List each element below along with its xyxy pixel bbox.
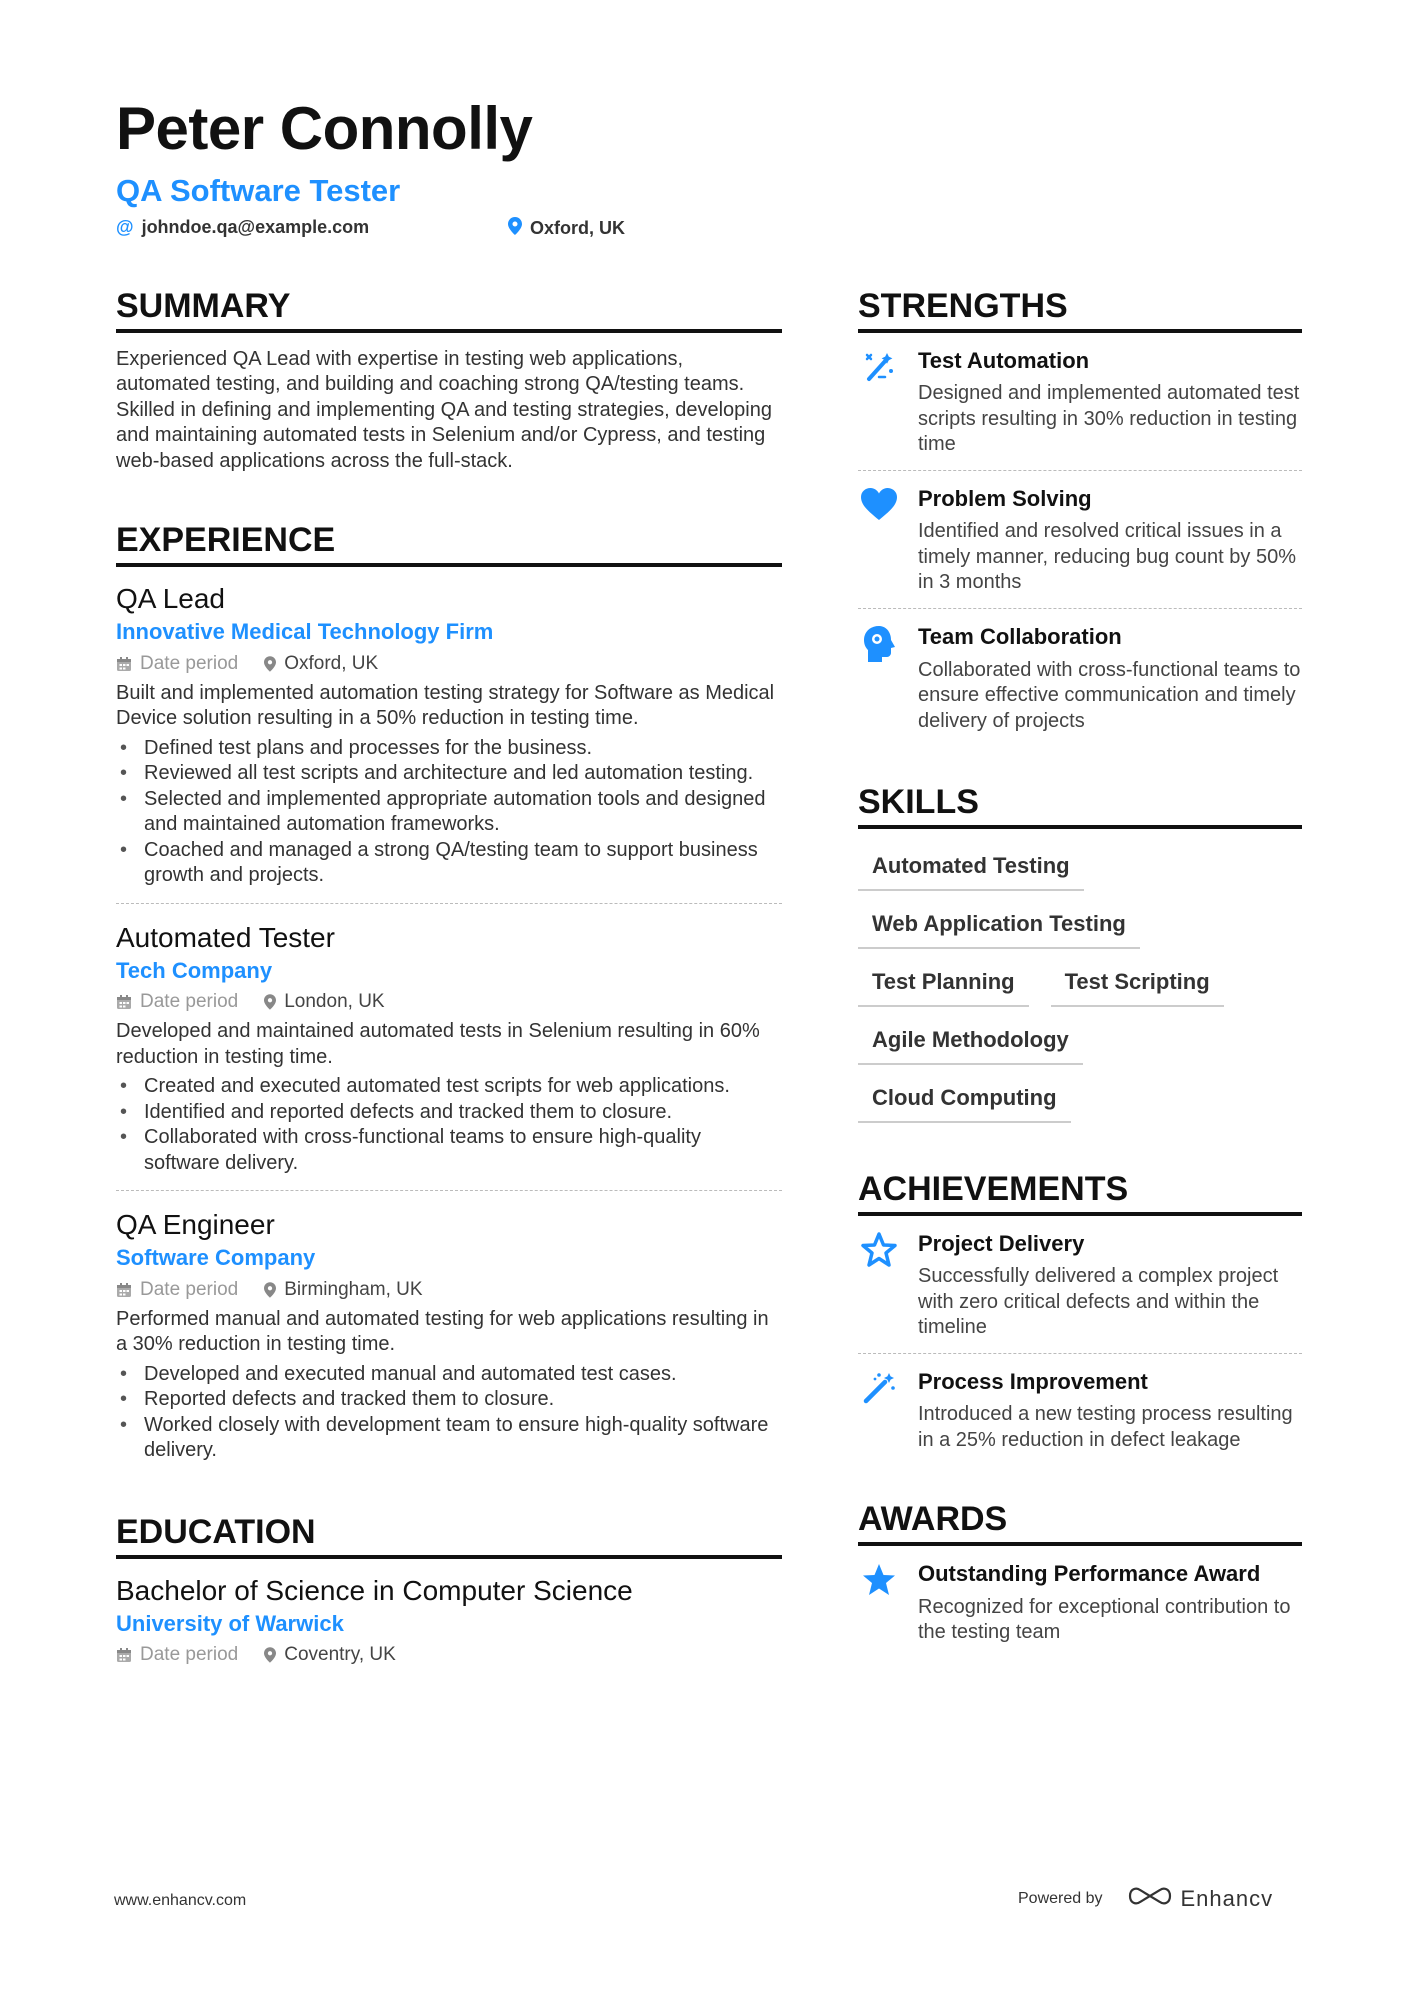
job-company: Innovative Medical Technology Firm bbox=[116, 619, 494, 645]
achievement-item bbox=[858, 1216, 1302, 1354]
job-bullets bbox=[116, 736, 782, 889]
strength-title: Team Collaboration bbox=[918, 623, 1122, 649]
job-role: Automated Tester bbox=[116, 921, 335, 953]
experience-heading: EXPERIENCE bbox=[116, 520, 782, 567]
list-item: • Developed and executed manual and automated test cases. bbox=[116, 1362, 782, 1388]
map-pin-icon bbox=[264, 1647, 276, 1663]
achievement-text: Successfully delivered a complex project with zero critical defects and within the timeline bbox=[918, 1265, 1279, 1339]
achievements-heading: ACHIEVEMENTS bbox=[858, 1169, 1302, 1216]
candidate-name: Peter Connolly bbox=[116, 95, 533, 162]
map-pin-icon bbox=[264, 656, 276, 672]
achievement-title: Project Delivery bbox=[918, 1230, 1085, 1256]
job-location bbox=[264, 1279, 422, 1301]
job-date bbox=[116, 1279, 238, 1301]
achievement-body bbox=[918, 1230, 1302, 1341]
strength-body bbox=[918, 347, 1302, 458]
awards-section bbox=[858, 1499, 1302, 1657]
job-location-text: Oxford, UK bbox=[284, 652, 379, 674]
award-text: Recognized for exceptional contribution to the testing team bbox=[918, 1595, 1291, 1644]
list-item: • Selected and implemented appropriate automation tools and designed and maintained automation frameworks. bbox=[116, 787, 782, 838]
education-entry bbox=[116, 1573, 782, 1667]
list-item: • Worked closely with development team to ensure high-quality software delivery. bbox=[116, 1413, 782, 1464]
job-list bbox=[116, 581, 782, 1478]
job-location-text: London, UK bbox=[284, 991, 385, 1013]
job-description: Performed manual and automated testing for web applications resulting in a 30% reduction in testing time. bbox=[116, 1307, 769, 1356]
map-pin-icon bbox=[264, 1282, 276, 1298]
job-role: QA Lead bbox=[116, 583, 225, 615]
experience-section bbox=[116, 520, 782, 1478]
list-item: • Reviewed all test scripts and architecture and led automation testing. bbox=[116, 761, 782, 787]
skills-section bbox=[858, 782, 1302, 1123]
summary-text: Experienced QA Lead with expertise in testing web applications, automated testing, and building and coaching strong QA/testing teams. Skilled in defining and implementing QA and testing strategies, developing and maintaining automated tests in Selenium and/or Cypress, and testing web-based applications across the full-stack. bbox=[116, 347, 772, 472]
job-company: Tech Company bbox=[116, 957, 273, 983]
job-entry bbox=[116, 1207, 782, 1478]
footer-branding bbox=[1018, 1884, 1273, 1914]
calendar-icon bbox=[116, 994, 132, 1010]
list-item: • Identified and reported defects and tracked them to closure. bbox=[116, 1100, 782, 1126]
education-heading: EDUCATION bbox=[116, 1512, 782, 1559]
job-location-text: Birmingham, UK bbox=[284, 1278, 423, 1300]
job-bullets bbox=[116, 1074, 782, 1176]
awards-heading: AWARDS bbox=[858, 1499, 1302, 1546]
strength-item bbox=[858, 609, 1302, 746]
brand-logo[interactable] bbox=[1127, 1884, 1274, 1914]
education-location-text: Coventry, UK bbox=[284, 1644, 396, 1666]
list-item: • Reported defects and tracked them to closure. bbox=[116, 1387, 782, 1413]
map-pin-icon bbox=[264, 994, 276, 1010]
job-location bbox=[264, 653, 378, 675]
strength-title: Test Automation bbox=[918, 347, 1090, 373]
heart-icon bbox=[858, 485, 900, 596]
strength-body bbox=[918, 485, 1302, 596]
job-meta bbox=[116, 1279, 782, 1301]
list-item: • Defined test plans and processes for the business. bbox=[116, 736, 782, 762]
strengths-heading: STRENGTHS bbox=[858, 286, 1302, 333]
skill-tag: Agile Methodology bbox=[858, 1021, 1083, 1065]
strengths-section bbox=[858, 286, 1302, 746]
job-title: QA Software Tester bbox=[116, 173, 401, 208]
school: University of Warwick bbox=[116, 1610, 344, 1636]
job-bullets bbox=[116, 1362, 782, 1464]
achievements-section bbox=[858, 1169, 1302, 1465]
enhancv-logo-icon bbox=[1127, 1884, 1173, 1914]
skill-tag: Test Scripting bbox=[1051, 963, 1224, 1007]
job-description: Developed and maintained automated tests in Selenium resulting in 60% reduction in testing time. bbox=[116, 1020, 760, 1068]
achievement-item bbox=[858, 1354, 1302, 1466]
skill-tag: Test Planning bbox=[858, 963, 1029, 1007]
strength-body bbox=[918, 623, 1302, 734]
strength-text: Collaborated with cross-functional teams to ensure effective communication and timely delivery of projects bbox=[918, 658, 1301, 732]
job-location bbox=[264, 991, 384, 1013]
right-column bbox=[858, 286, 1302, 1658]
strength-item bbox=[858, 333, 1302, 471]
job-meta bbox=[116, 653, 782, 675]
summary-section bbox=[116, 286, 782, 474]
skills-list bbox=[858, 829, 1302, 1123]
education-date-text: Date period bbox=[140, 1644, 239, 1666]
map-pin-icon bbox=[508, 217, 522, 240]
star-icon bbox=[858, 1560, 900, 1646]
footer-website[interactable]: www.enhancv.com bbox=[114, 1892, 247, 1909]
email-text: johndoe.qa@example.com bbox=[141, 217, 370, 237]
degree: Bachelor of Science in Computer Science bbox=[116, 1574, 633, 1606]
list-item: • Coached and managed a strong QA/testing team to support business growth and projects. bbox=[116, 838, 782, 889]
strength-text: Identified and resolved critical issues in a timely manner, reducing bug count by 50% in 3 months bbox=[918, 520, 1296, 594]
strength-title: Problem Solving bbox=[918, 485, 1092, 511]
powered-by-text: Powered by bbox=[1018, 1890, 1103, 1907]
location-text: Oxford, UK bbox=[530, 218, 626, 238]
award-body bbox=[918, 1560, 1302, 1646]
star-outline-icon bbox=[858, 1230, 900, 1341]
magic-wand-icon bbox=[858, 347, 900, 458]
award-title: Outstanding Performance Award bbox=[918, 1561, 1261, 1587]
achievement-body bbox=[918, 1368, 1302, 1454]
head-brain-icon bbox=[858, 623, 900, 734]
at-icon: @ bbox=[116, 217, 134, 237]
education-date bbox=[116, 1644, 238, 1666]
left-column bbox=[116, 286, 782, 1672]
skill-tag: Cloud Computing bbox=[858, 1079, 1071, 1123]
strength-text: Designed and implemented automated test scripts resulting in 30% reduction in testing time bbox=[918, 382, 1300, 456]
job-entry bbox=[116, 920, 782, 1192]
contact-email[interactable] bbox=[116, 217, 369, 238]
achievement-text: Introduced a new testing process resulting in a 25% reduction in defect leakage bbox=[918, 1403, 1293, 1451]
calendar-icon bbox=[116, 656, 132, 672]
skill-tag: Web Application Testing bbox=[858, 905, 1140, 949]
job-date bbox=[116, 653, 238, 675]
achievement-title: Process Improvement bbox=[918, 1368, 1148, 1394]
list-item: • Collaborated with cross-functional teams to ensure high-quality software delivery. bbox=[116, 1125, 782, 1176]
magic-wand-icon bbox=[858, 1368, 900, 1454]
strength-item bbox=[858, 471, 1302, 609]
list-item: • Created and executed automated test scripts for web applications. bbox=[116, 1074, 782, 1100]
job-date-text: Date period bbox=[140, 652, 239, 674]
job-role: QA Engineer bbox=[116, 1209, 275, 1241]
education-location bbox=[264, 1644, 396, 1666]
education-meta bbox=[116, 1644, 782, 1666]
skill-tag: Automated Testing bbox=[858, 847, 1084, 891]
brand-name: Enhancv bbox=[1180, 1886, 1274, 1911]
calendar-icon bbox=[116, 1282, 132, 1298]
calendar-icon bbox=[116, 1647, 132, 1663]
job-description: Built and implemented automation testing strategy for Software as Medical Device solution resulting in a 50% reduction in testing time. bbox=[116, 681, 775, 730]
job-date-text: Date period bbox=[140, 1278, 239, 1300]
job-company: Software Company bbox=[116, 1245, 316, 1271]
job-date-text: Date period bbox=[140, 991, 239, 1013]
award-item bbox=[858, 1546, 1302, 1658]
job-meta bbox=[116, 991, 782, 1013]
education-section bbox=[116, 1512, 782, 1666]
job-date bbox=[116, 991, 238, 1013]
contact-location bbox=[508, 217, 625, 240]
job-entry bbox=[116, 581, 782, 904]
summary-heading: SUMMARY bbox=[116, 286, 782, 333]
skills-heading: SKILLS bbox=[858, 782, 1302, 829]
